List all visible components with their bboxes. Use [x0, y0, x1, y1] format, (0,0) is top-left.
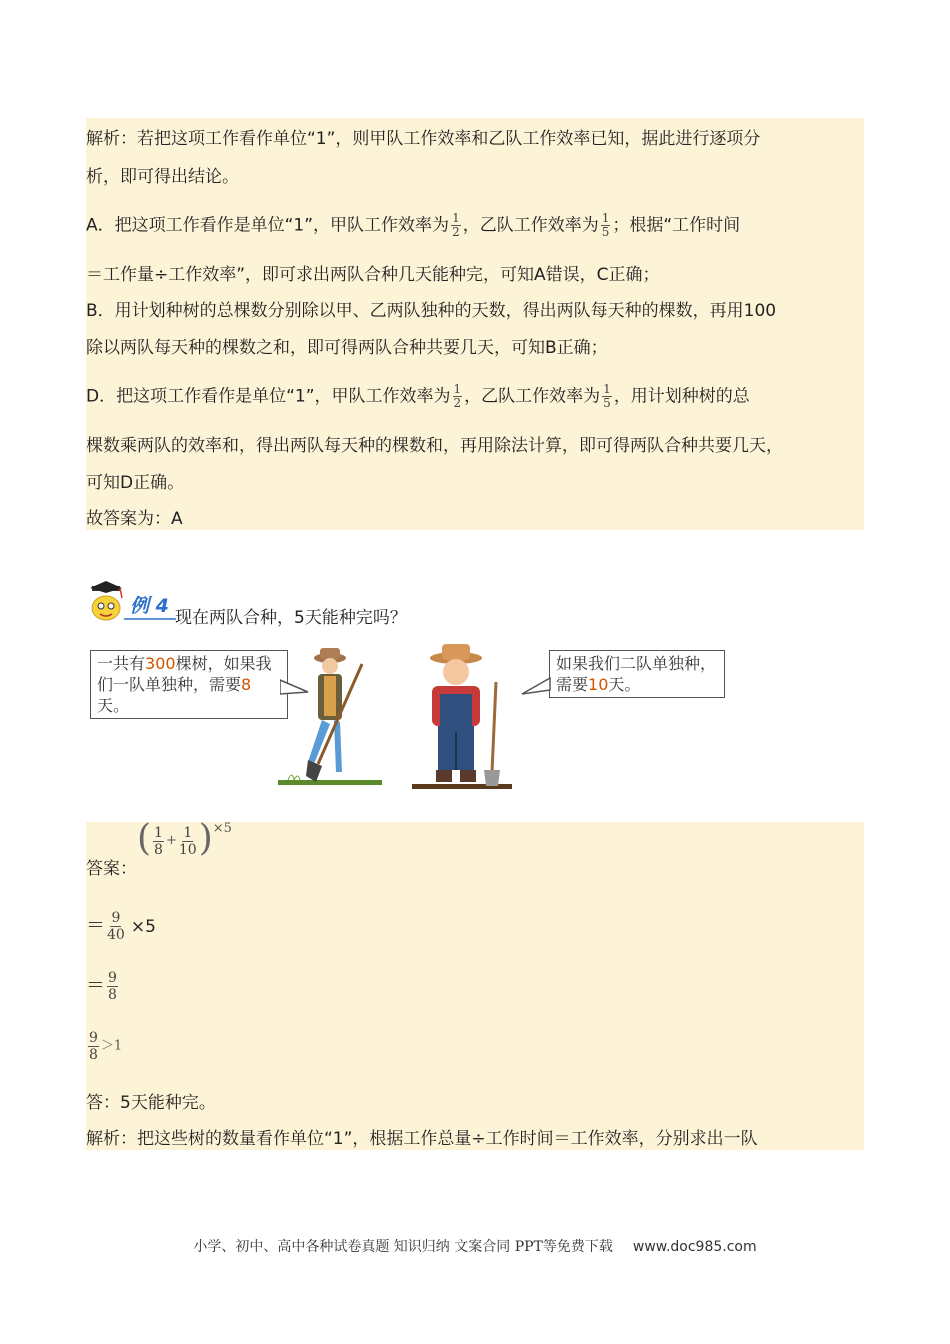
farmer-digging-illustration [278, 642, 388, 792]
answer-label: 答案： [86, 859, 137, 879]
farmer-standing-illustration [410, 642, 520, 792]
fraction-fifth: $\frac{1}{5}$ [603, 382, 611, 410]
fraction-half: $\frac{1}{2}$ [453, 382, 462, 410]
solution-step-3: ＝ $\frac{9}{8}$ [86, 970, 117, 1003]
option-a-mid: ，乙队工作效率为 [462, 215, 599, 236]
fraction-9-40: $\frac{9}{40}$ [107, 910, 125, 943]
option-b-line-1: B．用计划种树的总棵数分别除以甲、乙两队独种的天数，得出两队每天种的棵数，再用100 [86, 301, 777, 321]
example-question: 现在两队合种，5天能种完吗？ [175, 608, 407, 628]
option-a-line-2: ＝工作量÷工作效率”，即可求出两队合种几天能种完，可知A错误，C正确； [86, 265, 660, 285]
solution-analysis: 解析：把这些树的数量看作单位“1”，根据工作总量÷工作时间＝工作效率，分别求出一队 [86, 1129, 758, 1149]
analysis-line-1: 解析：若把这项工作看作单位“1”，则甲队工作效率和乙队工作效率已知，据此进行逐项分 [86, 129, 761, 149]
page-footer [0, 1236, 950, 1256]
speech-bubble-left: 一共有300棵树，如果我 们一队单独种，需要8天。 [90, 650, 288, 719]
option-b-line-2: 除以两队每天种的棵数之和，即可得两队合种共要几天，可知B正确； [86, 338, 608, 358]
example-number: 例 4 [130, 595, 169, 617]
option-d-suffix: ，用计划种树的总 [613, 386, 750, 407]
option-d-mid: ，乙队工作效率为 [464, 386, 601, 407]
solution-step-2: ＝ $\frac{9}{40}$ ×5 [86, 910, 156, 943]
example-badge [88, 578, 176, 624]
footer-url[interactable]: www.doc985.com [632, 1239, 757, 1255]
analysis-option-d [86, 383, 750, 410]
solution-conclusion: 答：5天能种完。 [86, 1093, 216, 1113]
fraction-fifth: $\frac{1}{5}$ [601, 211, 610, 239]
option-a-suffix: ；根据“工作时间 [612, 215, 741, 236]
solution-step-4: $\frac{9}{8}$ ＞1 [89, 1030, 123, 1063]
option-d-line-3: 可知D正确。 [86, 473, 185, 493]
solution-first-line: 答案：( $\frac{1}{8}$ + $\frac{1}{10}$ )$^{\times 5}$ [86, 818, 232, 879]
option-d-line-2: 棵数乘两队的效率和，得出两队每天种的棵数和，再用除法计算，即可得两队合种共要几天， [86, 436, 783, 456]
speech-bubble-right: 如果我们二队单独种， 需要10天。 [549, 650, 725, 698]
analysis-line-2: 析，即可得出结论。 [86, 167, 239, 187]
option-d-prefix: D．把这项工作看作是单位“1”，甲队工作效率为 [86, 386, 451, 407]
option-a-prefix: A．把这项工作看作是单位“1”，甲队工作效率为 [86, 215, 450, 236]
analysis-option-a [86, 212, 740, 239]
fraction-half: $\frac{1}{2}$ [452, 211, 460, 239]
answer-line: 故答案为：A [86, 509, 183, 529]
fraction-9-8: $\frac{9}{8}$ [108, 970, 117, 1003]
footer-text: 小学、初中、高中各种试卷真题 知识归纳 文案合同 PPT等免费下载 [193, 1239, 613, 1255]
bubble-tail-right-icon [520, 676, 551, 698]
fraction-9-8: $\frac{9}{8}$ [89, 1030, 98, 1063]
